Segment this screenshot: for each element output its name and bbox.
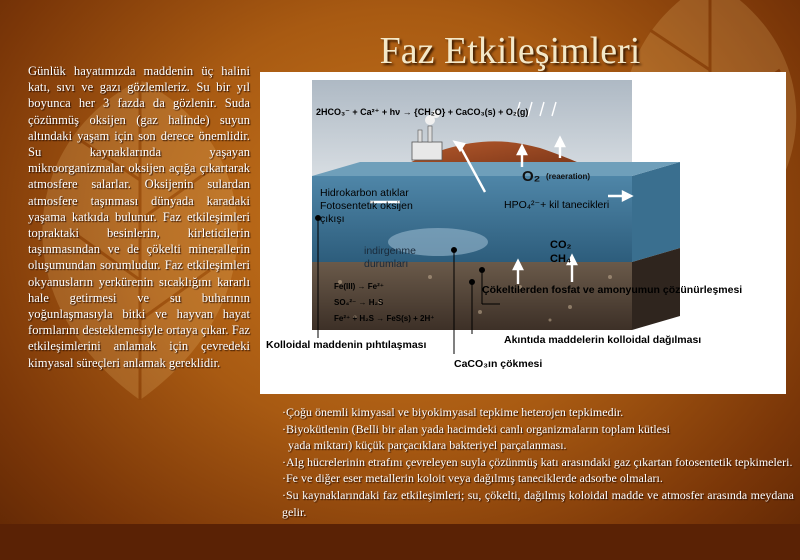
photosynthetic-label-1: Fotosentetik oksijen	[320, 200, 413, 212]
phase-interaction-figure	[260, 72, 786, 394]
hpo4-label: HPO₄²⁻+ kil tanecikleri	[504, 199, 610, 211]
bullet-item: ·Alg hücrelerinin etrafını çevreleyen suyla çözünmüş katı arasındaki gaz çıkartan fotosentetik tepkimeleri.	[282, 454, 793, 469]
bullet-list	[282, 404, 794, 520]
ch4-label: CH₄	[550, 253, 572, 265]
o2-label: O₂	[522, 168, 541, 185]
photosynthetic-label-2: çıkışı	[320, 213, 345, 225]
co2-label: CO₂	[550, 239, 572, 251]
reaction-label-2: SO₄²⁻ → H₂S	[334, 298, 384, 307]
bullet-item: ·Çoğu önemli kimyasal ve biyokimyasal tepkime heterojen tepkimedir.	[282, 405, 624, 419]
reaction-label-3: Fe²⁺ + H₂S → FeS(s) + 2H⁺	[334, 314, 435, 323]
bottom-band	[0, 524, 800, 560]
bullet-item: ·Su kaynaklarındaki faz etkileşimleri; su, çökelti, dağılmış koloidal madde ve atmosfer arasında meydana gelir.	[282, 487, 794, 519]
reducing-label-1: indirgenme	[364, 245, 416, 257]
left-paragraph: Günlük hayatımızda maddenin üç halini katı, sıvı ve gazı gözlemleriz. Su bir yıl boyunca her 3 fazda da gözlenir. Suda çözünmüş oksijen (gaz halinde) suyun altındaki yaşam için son derece önemlidir. Su kaynaklarında yaşayan mikroorganizmalar oksijen açığa çıkartarak atmosfere salarlar. Oksijenin sulardan atmosfere taşınması dünyada karadaki yaşama katkıda bulunur. Faz etkileşimleri topraktaki besinlerin, kirleticilerin taşınmasından ve de çökelti minerallerin oluşumundan sorumludur. Faz etkileşimleri okyanusların yerkürenin sıcaklığını kararlı hale getirmesi ve su buharının yoğunlaşmasıyla bitki ve hayvan hayat formlarını desteklemesiyle ortaya çıkar. Faz etkileşimlerini anlamak için çevredeki kimyasal süreçleri anlamak gereklidir.	[28, 64, 250, 370]
hydrocarbon-label: Hidrokarbon atıklar	[320, 187, 409, 199]
reaeration-label: (reaeration)	[546, 172, 591, 181]
colloid-distribution-label: Akıntıda maddelerin kolloidal dağılması	[504, 334, 702, 346]
colloid-coagulation-label: Kolloidal maddenin pıhtılaşması	[266, 339, 427, 351]
bullet-item: yada miktarı) küçük parçacıklara bakteriyel parçalanması.	[282, 438, 567, 453]
slide-title: Faz Etkileşimleri	[379, 30, 641, 72]
reducing-label-2: durumları	[364, 258, 409, 270]
bullet-item: ·Fe ve diğer eser metallerin koloit veya dağılmış taneciklerde adsorbe olmaları.	[282, 471, 663, 486]
equation-label: 2HCO₃⁻ + Ca²⁺ + hν → {CH₂O} + CaCO₃(s) + O₂(g)	[316, 107, 529, 117]
caco3-label: CaCO₃ın çökmesi	[454, 358, 543, 370]
phosphate-label: Çökeltilerden fosfat ve amonyumun çözünürleşmesi	[482, 284, 743, 296]
reaction-label-1: Fe(III) → Fe²⁺	[334, 282, 384, 291]
bullet-item: ·Biyokütlenin (Belli bir alan yada hacimdeki canlı organizmaların toplam kütlesi	[282, 421, 671, 436]
